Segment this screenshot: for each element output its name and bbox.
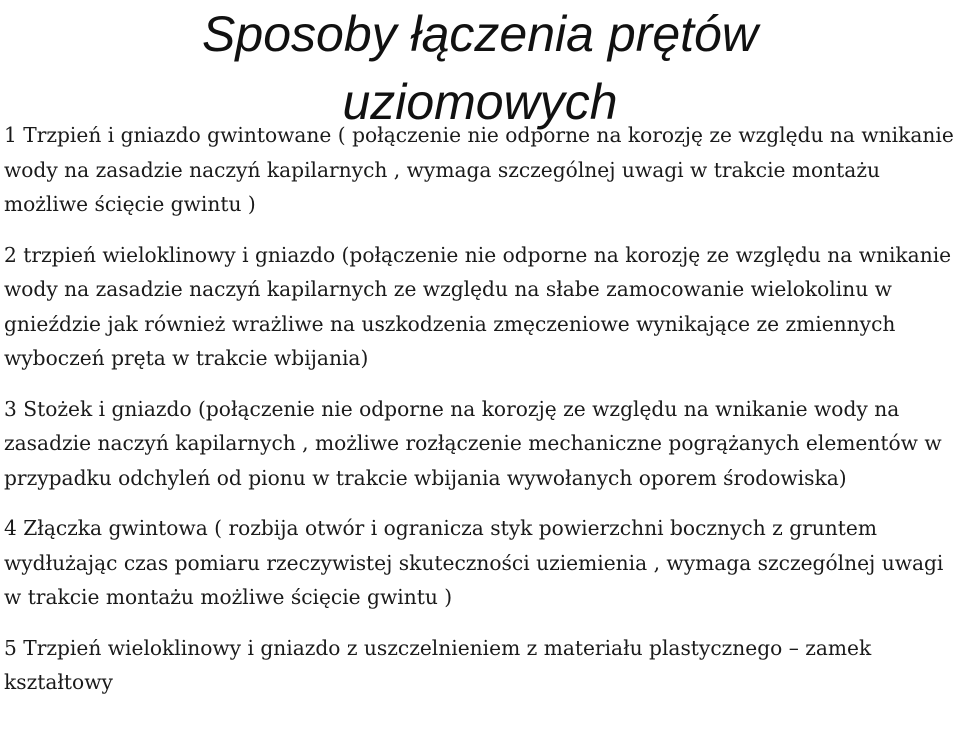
- paragraph-3: 3 Stożek i gniazdo (połączenie nie odporne na korozję ze względu na wnikanie wody na zasadzie naczyń kapilarnych , możliwe rozłączenie mechaniczne pogrążanych elementów w przypadku odchyleń od pionu w trakcie wbijania wywołanych oporem środowiska): [4, 396, 942, 490]
- paragraph-2: 2 trzpień wieloklinowy i gniazdo (połączenie nie odporne na korozję ze względu na wnikanie wody na zasadzie naczyń kapilarnych ze względu na słabe zamocowanie wielokolinu w gnieździe jak również wrażliwe na uszkodzenia zmęczeniowe wynikające ze zmiennych wyboczeń pręta w trakcie wbijania): [4, 242, 952, 370]
- paragraph-5: 5 Trzpień wieloklinowy i gniazdo z uszczelnieniem z materiału plastycznego – zamek kształtowy: [4, 635, 872, 694]
- paragraph-4: 4 Złączka gwintowa ( rozbija otwór i ogranicza styk powierzchni bocznych z gruntem wydłużając czas pomiaru rzeczywistej skuteczności uziemienia , wymaga szczególnej uwagi w trakcie montażu możliwe ścięcie gwintu ): [4, 516, 944, 609]
- paragraph-1: 1 Trzpień i gniazdo gwintowane ( połączenie nie odporne na korozję ze względu na wnikanie wody na zasadzie naczyń kapilarnych , wymaga szczególnej uwagi w trakcie montażu możliwe ścięcie gwintu ): [4, 123, 954, 216]
- slide-body: [4, 118, 960, 700]
- slide-title: Sposoby łączenia prętów uziomowych: [202, 6, 758, 130]
